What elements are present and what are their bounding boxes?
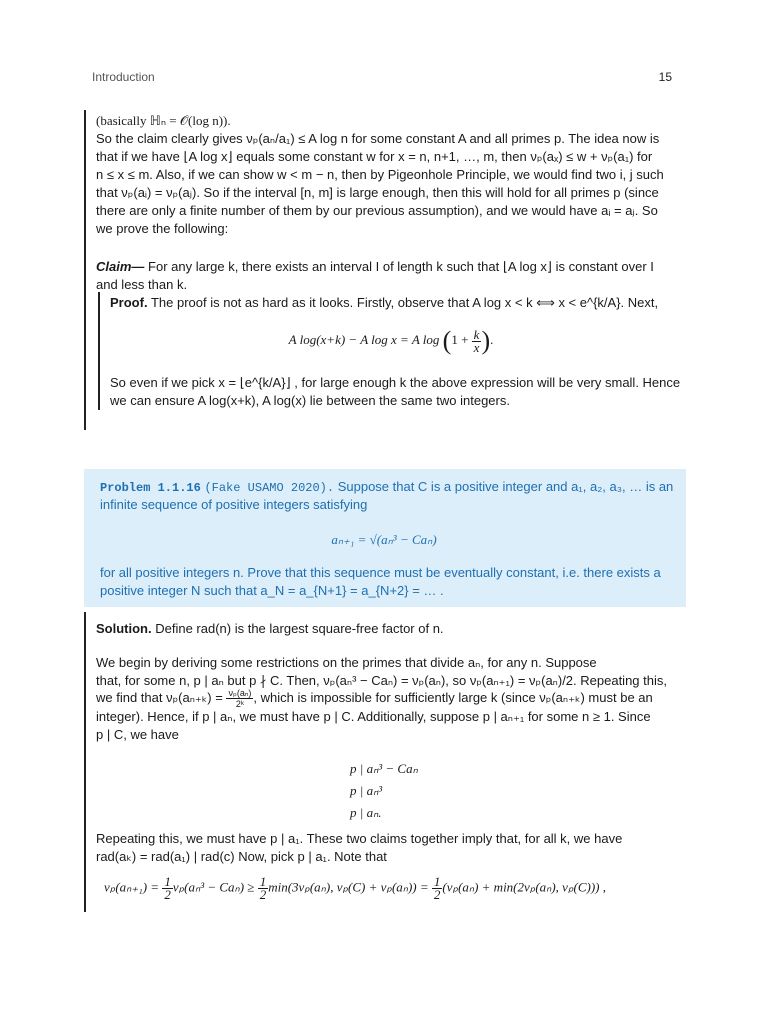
solution-intro-line [96, 620, 672, 638]
claim-line-2: and less than k. [96, 277, 188, 292]
final-eq-half-3 [432, 876, 443, 901]
running-header [92, 70, 676, 86]
proof-eq-paren-left: ( [442, 326, 452, 355]
solution-p2-line-1: Repeating this, we must have p | a₁. These two claims together imply that, for all k, we have [96, 831, 623, 846]
body-line-1: (basically ℍₙ = 𝒪(log n)). [96, 113, 231, 128]
solution-p1-line-3 [96, 688, 672, 709]
claim-line-1 [96, 258, 672, 276]
solution-p1-text-3a: we find that νₚ(aₙ₊ₖ) = [96, 689, 223, 705]
section-title: Introduction [92, 70, 155, 84]
half-2-den: 2 [259, 887, 267, 902]
final-eq-a: νₚ(aₙ₊₁) = [104, 879, 160, 895]
proof-rule-outer [84, 110, 86, 430]
proof-label: Proof. [110, 295, 148, 310]
proof-display-equation [110, 326, 672, 356]
problem-equation: aₙ₊₁ = √(aₙ³ − Caₙ) [331, 532, 437, 547]
problem-text-1: Suppose that C is a positive integer and a₁, a₂, a₃, … is an [337, 479, 674, 494]
half-1-num: 1 [164, 874, 171, 889]
claim-label: Claim— [96, 259, 145, 274]
final-eq-b: νₚ(aₙ³ − Caₙ) ≥ [172, 879, 255, 895]
proof-eq-denominator: x [473, 339, 480, 355]
body-line-5: that νₚ(aᵢ) = νₚ(aⱼ). So if the interval [n, m] is large enough, then this will hold for all primes p (since [96, 185, 659, 200]
solution-p1-line-5: p | C, we have [96, 727, 179, 742]
proof-rule-inner [98, 292, 100, 410]
half-3-num: 1 [433, 874, 441, 889]
problem-line-1 [100, 478, 672, 497]
solution-p1-frac-num: νₚ(aₙ) [228, 688, 252, 698]
proof-line-3: we can ensure A log(x+k), A log(x) lie between the same two integers. [110, 393, 510, 408]
problem-line-2: infinite sequence of positive integers satisfying [100, 497, 368, 512]
body-line-2: So the claim clearly gives νₚ(aₙ/a₁) ≤ A log n for some constant A and all primes p. The idea now is [96, 131, 660, 146]
final-eq-c: min(3νₚ(aₙ), νₚ(C) + νₚ(aₙ)) = [268, 879, 429, 895]
proof-eq-paren-right: ) [481, 326, 491, 355]
proof-eq-one: 1 + [451, 331, 469, 347]
final-eq-half-2 [258, 876, 269, 901]
align-line-1: p | aₙ³ − Caₙ [350, 761, 418, 776]
solution-p1-line-1: We begin by deriving some restrictions on the primes that divide aₙ, for any n. Suppose [96, 655, 597, 670]
body-line-4: n ≤ x ≤ m. Also, if we can show w < m − n, then by Pigeonhole Principle, we would find two i, j such [96, 167, 664, 182]
final-display-equation [104, 876, 606, 901]
proof-eq-numerator: k [473, 326, 480, 342]
proof-eq-left: A log(x+k) − A log x = A log [288, 331, 440, 347]
problem-source: (Fake USAMO 2020). [204, 481, 335, 495]
final-eq-half-1 [162, 876, 173, 901]
half-2-num: 1 [259, 874, 267, 889]
align-line-3: p | aₙ. [350, 805, 382, 820]
solution-p1-fraction [226, 688, 253, 709]
solution-p2-line-2: rad(aₖ) = rad(a₁) | rad(c) Now, pick p | a₁. Note that [96, 849, 387, 864]
proof-line-1 [110, 294, 672, 312]
body-line-6: there are only a finite number of them by our previous assumption), and we would have aᵢ = aⱼ. So [96, 203, 658, 218]
final-eq-d: (νₚ(aₙ) + min(2νₚ(aₙ), νₚ(C))) , [442, 879, 607, 895]
solution-p1-line-2: that, for some n, p | aₙ but p ∤ C. Then, νₚ(aₙ³ − Caₙ) = νₚ(aₙ), so νₚ(aₙ₊₁) = νₚ(aₙ)/2. Repeating this, [96, 673, 667, 688]
solution-label: Solution. [96, 621, 152, 636]
half-3-den: 2 [433, 887, 441, 902]
solution-rule [84, 612, 86, 912]
half-1-den: 2 [164, 887, 171, 902]
proof-eq-fraction [472, 326, 482, 355]
solution-p1-line-4: integer). Hence, if p | aₙ, we must have p | C. Additionally, suppose p | aₙ₊₁ for some n ≥ 1. Since [96, 709, 651, 724]
align-line-2: p | aₙ³ [350, 783, 383, 798]
solution-p1-frac-den: 2ᵏ [235, 699, 244, 709]
claim-text-1: For any large k, there exists an interval I of length k such that ⌊A log x⌋ is constant over I [148, 259, 654, 274]
proof-eq-period: . [490, 331, 494, 347]
body-line-3: that if we have ⌊A log x⌋ equals some constant w for x = n, n+1, …, m, then νₚ(aₓ) ≤ w + νₚ(a₁) for [96, 149, 653, 164]
problem-line-3: for all positive integers n. Prove that this sequence must be eventually constant, i.e. there exists a [100, 565, 661, 580]
problem-label: Problem 1.1.16 [100, 481, 201, 495]
solution-p1-text-3b: , which is impossible for sufficiently large k (since νₚ(aₙ₊ₖ) must be an [253, 689, 653, 705]
solution-intro: Define rad(n) is the largest square-free factor of n. [155, 621, 444, 636]
body-line-7: we prove the following: [96, 221, 229, 236]
proof-line-2: So even if we pick x = ⌊e^{k/A}⌋ , for large enough k the above expression will be very small. Hence [110, 375, 681, 390]
problem-line-4: positive integer N such that a_N = a_{N+1} = a_{N+2} = … . [100, 583, 444, 598]
proof-text-1: The proof is not as hard as it looks. Firstly, observe that A log x < k ⟺ x < e^{k/A}. Next, [150, 295, 659, 310]
page-number: 15 [658, 70, 672, 84]
